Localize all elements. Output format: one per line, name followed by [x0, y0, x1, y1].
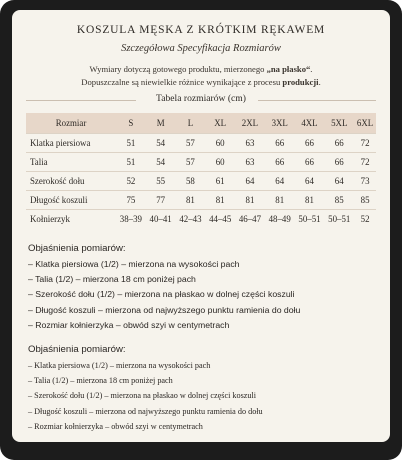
table-row: [26, 191, 376, 210]
table-cell: 63: [235, 153, 265, 172]
table-header-row: [26, 113, 376, 134]
table-cell: 66: [324, 153, 354, 172]
table-cell: 40–41: [149, 214, 172, 224]
table-cell: 60: [205, 153, 235, 172]
table-cell: 52: [360, 214, 370, 224]
measurement-note-emphasis: „na płasko“: [266, 64, 311, 74]
table-cell: 57: [176, 134, 206, 153]
table-cell: 77: [146, 191, 176, 210]
measurement-note-end: .: [310, 64, 313, 74]
column-header: 2XL: [235, 113, 265, 134]
table-cell: 51: [116, 153, 146, 172]
explanations-heading: Objaśnienia pomiarów:: [28, 243, 126, 254]
table-cell: 81: [205, 191, 235, 210]
table-cell: 54: [146, 134, 176, 153]
table-cell: 81: [265, 191, 295, 210]
column-header: Rozmiar: [26, 113, 116, 134]
measurement-explanations: [28, 243, 378, 333]
table-caption-row: [26, 93, 376, 107]
table-cell: 64: [324, 172, 354, 191]
table-cell: 81: [176, 191, 206, 210]
table-cell: 85: [324, 191, 354, 210]
table-cell: 57: [176, 153, 206, 172]
table-cell: 64: [265, 172, 295, 191]
row-label: Klatka piersiowa: [26, 134, 116, 153]
table-cell: 75: [116, 191, 146, 210]
table-cell: 64: [295, 172, 325, 191]
table-cell: 52: [116, 172, 146, 191]
column-header: 4XL: [295, 113, 325, 134]
table-cell: 85: [354, 191, 376, 210]
table-cell: 54: [146, 153, 176, 172]
table-cell: 81: [295, 191, 325, 210]
explanation-item: – Długość koszuli – mierzona od najwyższego punktu ramienia do dołu: [28, 406, 263, 416]
table-cell: 48–49: [268, 214, 291, 224]
column-header: XL: [205, 113, 235, 134]
size-table: [26, 113, 376, 228]
column-header: 5XL: [324, 113, 354, 134]
row-label: Szerokość dołu: [26, 172, 116, 191]
table-cell: 60: [205, 134, 235, 153]
explanation-item: – Rozmiar kołnierzyka – obwód szyi w centymetrach: [28, 319, 230, 330]
explanation-item: – Szerokość dołu (1/2) – mierzona na płaskao w dolnej części koszuli: [28, 391, 257, 401]
tolerance-note-emphasis: produkcji: [282, 77, 319, 87]
row-label: Kołnierzyk: [30, 214, 70, 224]
caption-rule-right: [258, 100, 376, 101]
explanation-item: – Długość koszuli – mierzona od najwyższego punktu ramienia do dołu: [28, 304, 301, 315]
table-cell: 63: [235, 134, 265, 153]
table-cell: 81: [235, 191, 265, 210]
table-cell: 58: [176, 172, 206, 191]
page-title: KOSZULA MĘSKA Z KRÓTKIM RĘKAWEM: [76, 24, 326, 36]
table-cell: 66: [324, 134, 354, 153]
explanation-item: – Rozmiar kołnierzyka – obwód szyi w centymetrach: [28, 421, 203, 431]
table-cell: 50–51: [298, 214, 321, 224]
table-row: [26, 153, 376, 172]
table-cell: 66: [295, 153, 325, 172]
table-cell: 72: [354, 134, 376, 153]
tolerance-note-end: .: [318, 77, 321, 87]
explanation-item: – Klatka piersiowa (1/2) – mierzona na wysokości pach: [28, 259, 240, 269]
size-chart-sheet: [12, 10, 390, 442]
table-cell: 61: [205, 172, 235, 191]
measurement-explanations-repeat: [28, 344, 378, 434]
table-cell: 46–47: [238, 214, 262, 224]
table-cell: 42–43: [179, 214, 202, 224]
measurement-note-text: Wymiary dotyczą gotowego produktu, mierzonego: [89, 64, 267, 74]
explanation-item: – Klatka piersiowa (1/2) – mierzona na wysokości pach: [28, 361, 211, 370]
column-header: 6XL: [354, 113, 376, 134]
column-header: M: [146, 113, 176, 134]
table-row: [26, 172, 376, 191]
row-label: Długość koszuli: [26, 191, 116, 210]
explanations-heading: Objaśnienia pomiarów:: [28, 344, 126, 355]
table-cell: 66: [265, 153, 295, 172]
explanation-item: – Szerokość dołu (1/2) – mierzona na płaskao w dolnej części koszuli: [28, 289, 295, 300]
table-cell: 66: [295, 134, 325, 153]
explanation-item: – Talia (1/2) – mierzona 18 cm poniżej pach: [28, 376, 173, 386]
table-cell: 44–45: [209, 214, 232, 224]
tolerance-note-text: Dopuszczalne są niewielkie różnice wynikające z procesu: [81, 77, 283, 87]
column-header: 3XL: [265, 113, 295, 134]
column-header: L: [176, 113, 206, 134]
column-header: S: [116, 113, 146, 134]
explanation-item: – Talia (1/2) – mierzona 18 cm poniżej pach: [28, 274, 196, 285]
measurement-note: [12, 64, 390, 74]
row-label: Talia: [26, 153, 116, 172]
table-cell: 64: [235, 172, 265, 191]
table-cell: 51: [116, 134, 146, 153]
table-row: [26, 134, 376, 153]
table-cell: 55: [146, 172, 176, 191]
tolerance-note: [12, 77, 390, 87]
table-cell: 38–39: [119, 214, 142, 224]
table-cell: 72: [354, 153, 376, 172]
table-row: [26, 210, 376, 229]
table-caption: Tabela rozmiarów (cm): [156, 93, 246, 104]
table-cell: 73: [354, 172, 376, 191]
table-cell: 66: [265, 134, 295, 153]
page-subtitle: Szczegółowa Specyfikacja Rozmiarów: [121, 43, 281, 54]
table-cell: 50–51: [328, 214, 351, 224]
